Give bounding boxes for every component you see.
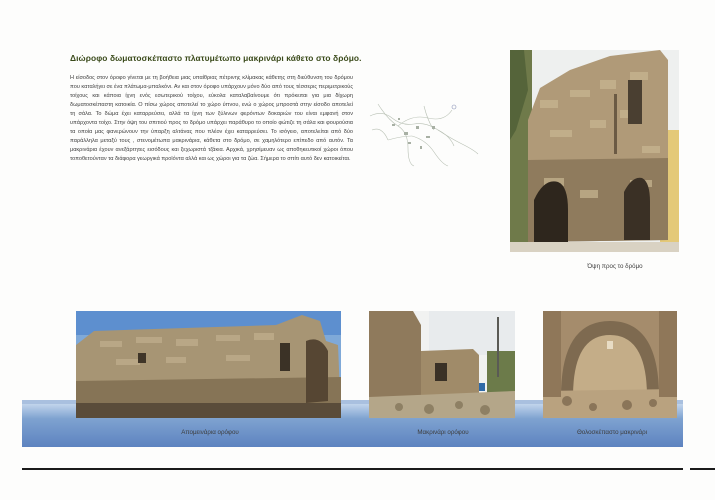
location-map [368, 96, 480, 168]
caption-street-view: Όψη προς το δρόμο [587, 263, 643, 270]
upper-floor-longhouse-photo [369, 311, 515, 418]
caption-upper-longhouse: Μακρινάρι ορόφου [417, 429, 469, 436]
footer-rule-edge [690, 468, 715, 470]
caption-vaulted-longhouse: Θολοσκέπαστο μακρινάρι [576, 429, 648, 436]
upper-floor-remains-photo [76, 311, 341, 418]
vaulted-longhouse-photo [543, 311, 677, 418]
footer-rule [22, 468, 683, 470]
caption-upper-remains: Απομεινάρια ορόφου [181, 429, 239, 436]
description-paragraph: Η είσοδος στον όροφο γίνεται με τη βοήθεια μιας υπαίθριας πέτρινης κλίμακας κάθετης στη διεύθυνση του δρόμου που καταλήγει σε ένα πλάτωμα-μπαλκόνι. Αν και στον όροφο υπάρχουν μόνο δύο από τους τέσσερις περιμετρικούς τοίχους και κάποια ίχνη ενός εσωτερικού τοίχου, εύκολα καταλαβαίνουμε ότι πρόκειται για μια δίχωρη δωματοσκέπαστη κατοικία. Ο πίσω χώρος αποτελεί το χώρο ύπνου, ενώ ο χώρος μπροστά στην είσοδο αποτελεί τη σάλα. Το δώμα έχει καταρρεύσει, αλλά τα ίχνη των ξύλινων φερόντων δοκαριών του είναι εμφανή στον υπάρχοντα τοίχο. Στην όψη του σπιτιού προς το δρόμο υπάρχει παράθυρο το οποίο φώτιζε τη σάλα και φουρούσια τα οποία μας φανερώνουν την ύπαρξη αλτάνας που πλέον έχει καταρρεύσει. Το ισόγειο, αποτελείται από δύο παράλληλα μεταξύ τους , στενομέτωπα μακρινάρια, κάθετα στο δρόμο, σε χαμηλότερο επίπεδο από αυτόν. Τα μακρινάρια έχουν ανεξάρτητες εισόδους και ξεχωριστά τζάκια. Αρχικά, χρησίμευαν ως αποθηκευτικοί χώροι όπου τοποθετούνταν τα διάφορα γεωργικά προϊόντα αλλά και ως χώροι για τα ζώα. Σήμερα το σπίτι αυτό δεν κατοικείται. [70, 75, 353, 162]
page-title: Διώροφο δωματοσκέπαστο πλατυμέτωπο μακρινάρι κάθετο στο δρόμο. [70, 53, 362, 63]
map-marker-icon [452, 105, 456, 109]
street-view-photo [510, 50, 679, 252]
